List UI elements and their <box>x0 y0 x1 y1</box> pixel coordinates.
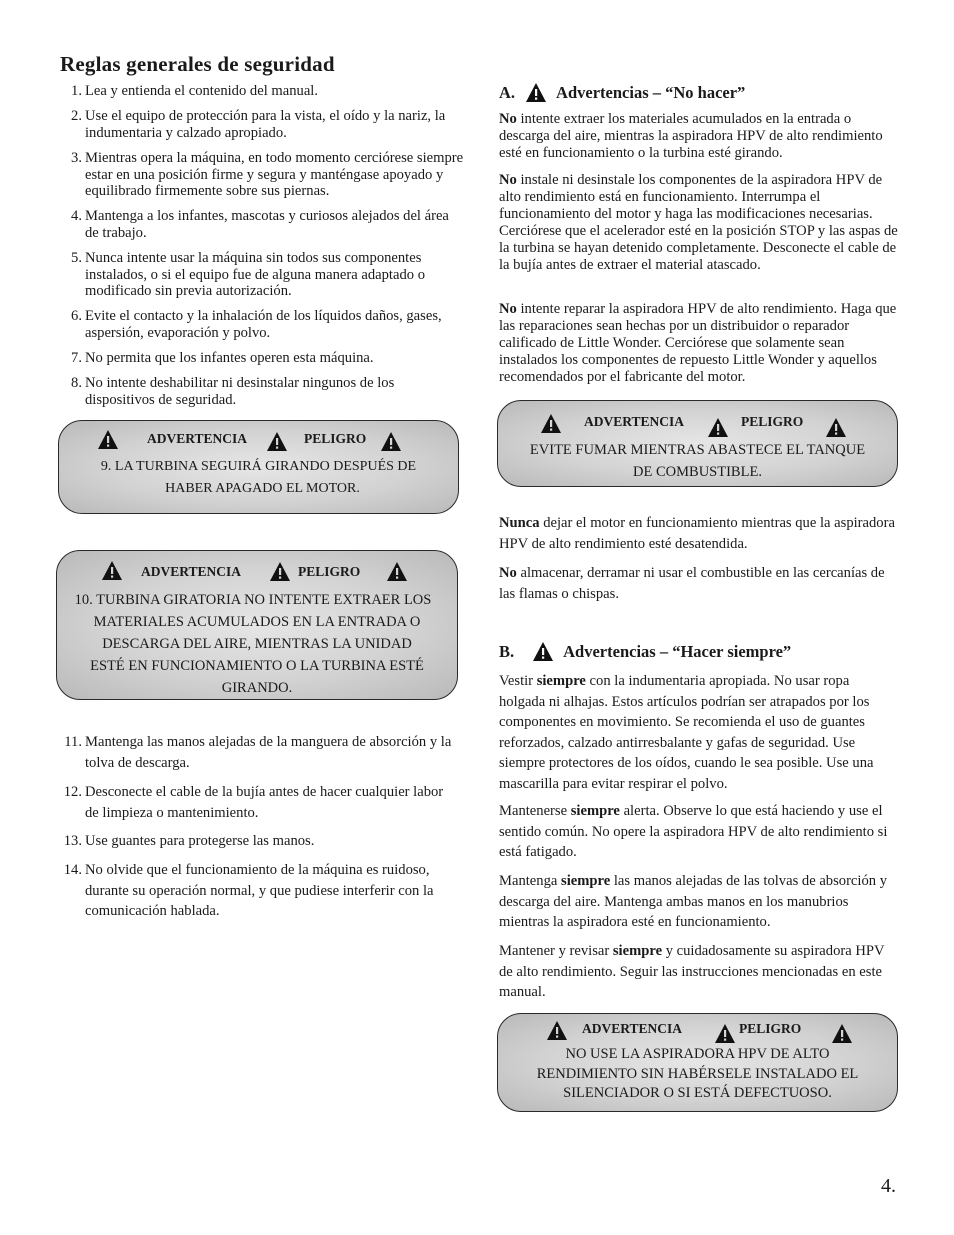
paragraph: Mantenerse siempre alerta. Observe lo que está haciendo y use el sentido común. No opere la aspiradora HPV de alto rendimiento si está fatigado. <box>499 803 888 860</box>
warning-triangle-icon <box>546 1020 568 1041</box>
paragraph: No instale ni desinstale los componentes de la aspiradora HPV de alto rendimiento está en funcionamiento. Interrumpa el funcionamiento del motor y haga las modificaciones necesarias. Cerciórese que el acelerador esté en la posición STOP y las aspas de la turbina se hayan detenido completamente. Desconecte el cable de la bujía antes de extraer el material atascado. <box>499 172 898 273</box>
paragraph: Nunca dejar el motor en funcionamiento mientras que la aspiradora HPV de alto rendimiento esté desatendida. <box>499 515 895 552</box>
list-item: 8. No intente deshabilitar ni desinstalar ningunos de los dispositivos de seguridad. <box>71 375 395 408</box>
danger-label: PELIGRO <box>741 414 804 429</box>
warning-label: ADVERTENCIA <box>584 414 685 429</box>
warning-label: ADVERTENCIA <box>147 431 248 446</box>
list-item: 11. Mantenga las manos alejadas de la manguera de absorción y la tolva de descarga. <box>64 734 452 771</box>
list-item: 12. Desconecte el cable de la bujía antes de hacer cualquier labor de limpieza o mantenimiento. <box>63 784 444 821</box>
warning-triangle-icon <box>540 413 562 434</box>
warning-triangle-icon <box>714 1023 736 1044</box>
list-item: 5. Nunca intente usar la máquina sin todos sus componentes instalados, o si el equipo fue de alguna manera adaptado o modificado sin previa autorización. <box>71 250 426 299</box>
list-item: 13. Use guantes para protegerse las manos. <box>63 833 315 849</box>
danger-label: PELIGRO <box>298 564 361 579</box>
warning-text: 10. TURBINA GIRATORIA NO INTENTE EXTRAER LOS MATERIALES ACUMULADOS EN LA ENTRADA O DESCARGA DEL AIRE, MIENTRAS LA UNIDAD ESTÉ EN FUNCIONAMIENTO O LA TURBINA ESTÉ GIRANDO. <box>74 592 432 696</box>
section-heading-a: A. Advertencias – “No hacer” <box>499 82 746 102</box>
warning-box <box>497 1013 898 1112</box>
paragraph: No almacenar, derramar ni usar el combustible en las cercanías de las flamas o chispas. <box>499 565 885 602</box>
list-item: 7. No permita que los infantes operen esta máquina. <box>71 350 374 366</box>
danger-label: PELIGRO <box>739 1021 802 1036</box>
list-item: 2. Use el equipo de protección para la vista, el oído y la nariz, la indumentaria y calzado apropiado. <box>71 108 446 141</box>
list-item: 4. Mantenga a los infantes, mascotas y curiosos alejados del área de trabajo. <box>71 208 449 241</box>
list-item: 6. Evite el contacto y la inhalación de los líquidos daños, gases, aspersión, evaporación y polvo. <box>71 308 442 341</box>
warning-box <box>56 550 458 700</box>
danger-label: PELIGRO <box>304 431 367 446</box>
warning-text: NO USE LA ASPIRADORA HPV DE ALTO RENDIMIENTO SIN HABÉRSELE INSTALADO EL SILENCIADOR O SI ESTÁ DEFECTUOSO. <box>536 1046 859 1101</box>
warning-label: ADVERTENCIA <box>141 564 242 579</box>
warning-triangle-icon <box>380 431 402 452</box>
warning-text: 9. LA TURBINA SEGUIRÁ GIRANDO DESPUÉS DE HABER APAGADO EL MOTOR. <box>100 459 417 496</box>
warning-triangle-icon <box>269 561 291 582</box>
page-number: 4. <box>881 1175 896 1197</box>
list-item: 14. No olvide que el funcionamiento de la máquina es ruidoso, durante su operación normal, y que pudiese interferir con la comunicación hablada. <box>63 862 434 919</box>
warning-box <box>58 420 459 514</box>
list-item: 1. Lea y entienda el contenido del manual. <box>71 83 319 99</box>
warning-triangle-icon <box>97 429 119 450</box>
section-heading-b: B. Advertencias – “Hacer siempre” <box>499 641 792 661</box>
warning-label: ADVERTENCIA <box>582 1021 683 1036</box>
warning-triangle-icon <box>386 561 408 582</box>
warning-box <box>497 400 898 487</box>
warning-triangle-icon <box>525 82 547 103</box>
warning-triangle-icon <box>266 431 288 452</box>
warning-triangle-icon <box>831 1023 853 1044</box>
warning-triangle-icon <box>825 417 847 438</box>
paragraph: Mantenga siempre las manos alejadas de las tolvas de absorción y descarga del aire. Mantenga ambas manos en los manubrios mientras la aspiradora esté en funcionamiento. <box>499 873 887 930</box>
paragraph: No intente extraer los materiales acumulados en la entrada o descarga del aire, mientras la aspiradora HPV de alto rendimiento esté en funcionamiento o la turbina esté girando. <box>499 111 883 161</box>
warning-triangle-icon <box>532 641 554 662</box>
warning-triangle-icon <box>707 417 729 438</box>
paragraph: No intente reparar la aspiradora HPV de alto rendimiento. Haga que las reparaciones sean hechas por un distribuidor o reparador calificado de Little Wonder. Cerciórese que solamente sean instalados los componentes de repuesto Little Wonder y aquellos recomendados por el fabricante del motor. <box>499 301 897 385</box>
warning-triangle-icon <box>101 560 123 581</box>
page-title: Reglas generales de seguridad <box>60 52 335 76</box>
warning-text: EVITE FUMAR MIENTRAS ABASTECE EL TANQUE DE COMBUSTIBLE. <box>529 442 866 480</box>
paragraph: Vestir siempre con la indumentaria apropiada. No usar ropa holgada ni alhajas. Estos artículos podrían ser atrapados por los componentes en movimiento. Se recomienda el uso de guantes reforzados, calzado antirresbalante y gafas de seguridad. Use siempre protectores de los oídos, cuando le sea posible. Use una mascarilla para evitar respirar el polvo. <box>499 673 874 792</box>
paragraph: Mantener y revisar siempre y cuidadosamente su aspiradora HPV de alto rendimiento. Seguir las instrucciones mencionadas en este manual. <box>499 943 885 1000</box>
list-item: 3. Mientras opera la máquina, en todo momento cerciórese siempre estar en una posición firme y segura y manténgase apoyado y equilibrado firmemente sobre sus piernas. <box>71 150 464 199</box>
